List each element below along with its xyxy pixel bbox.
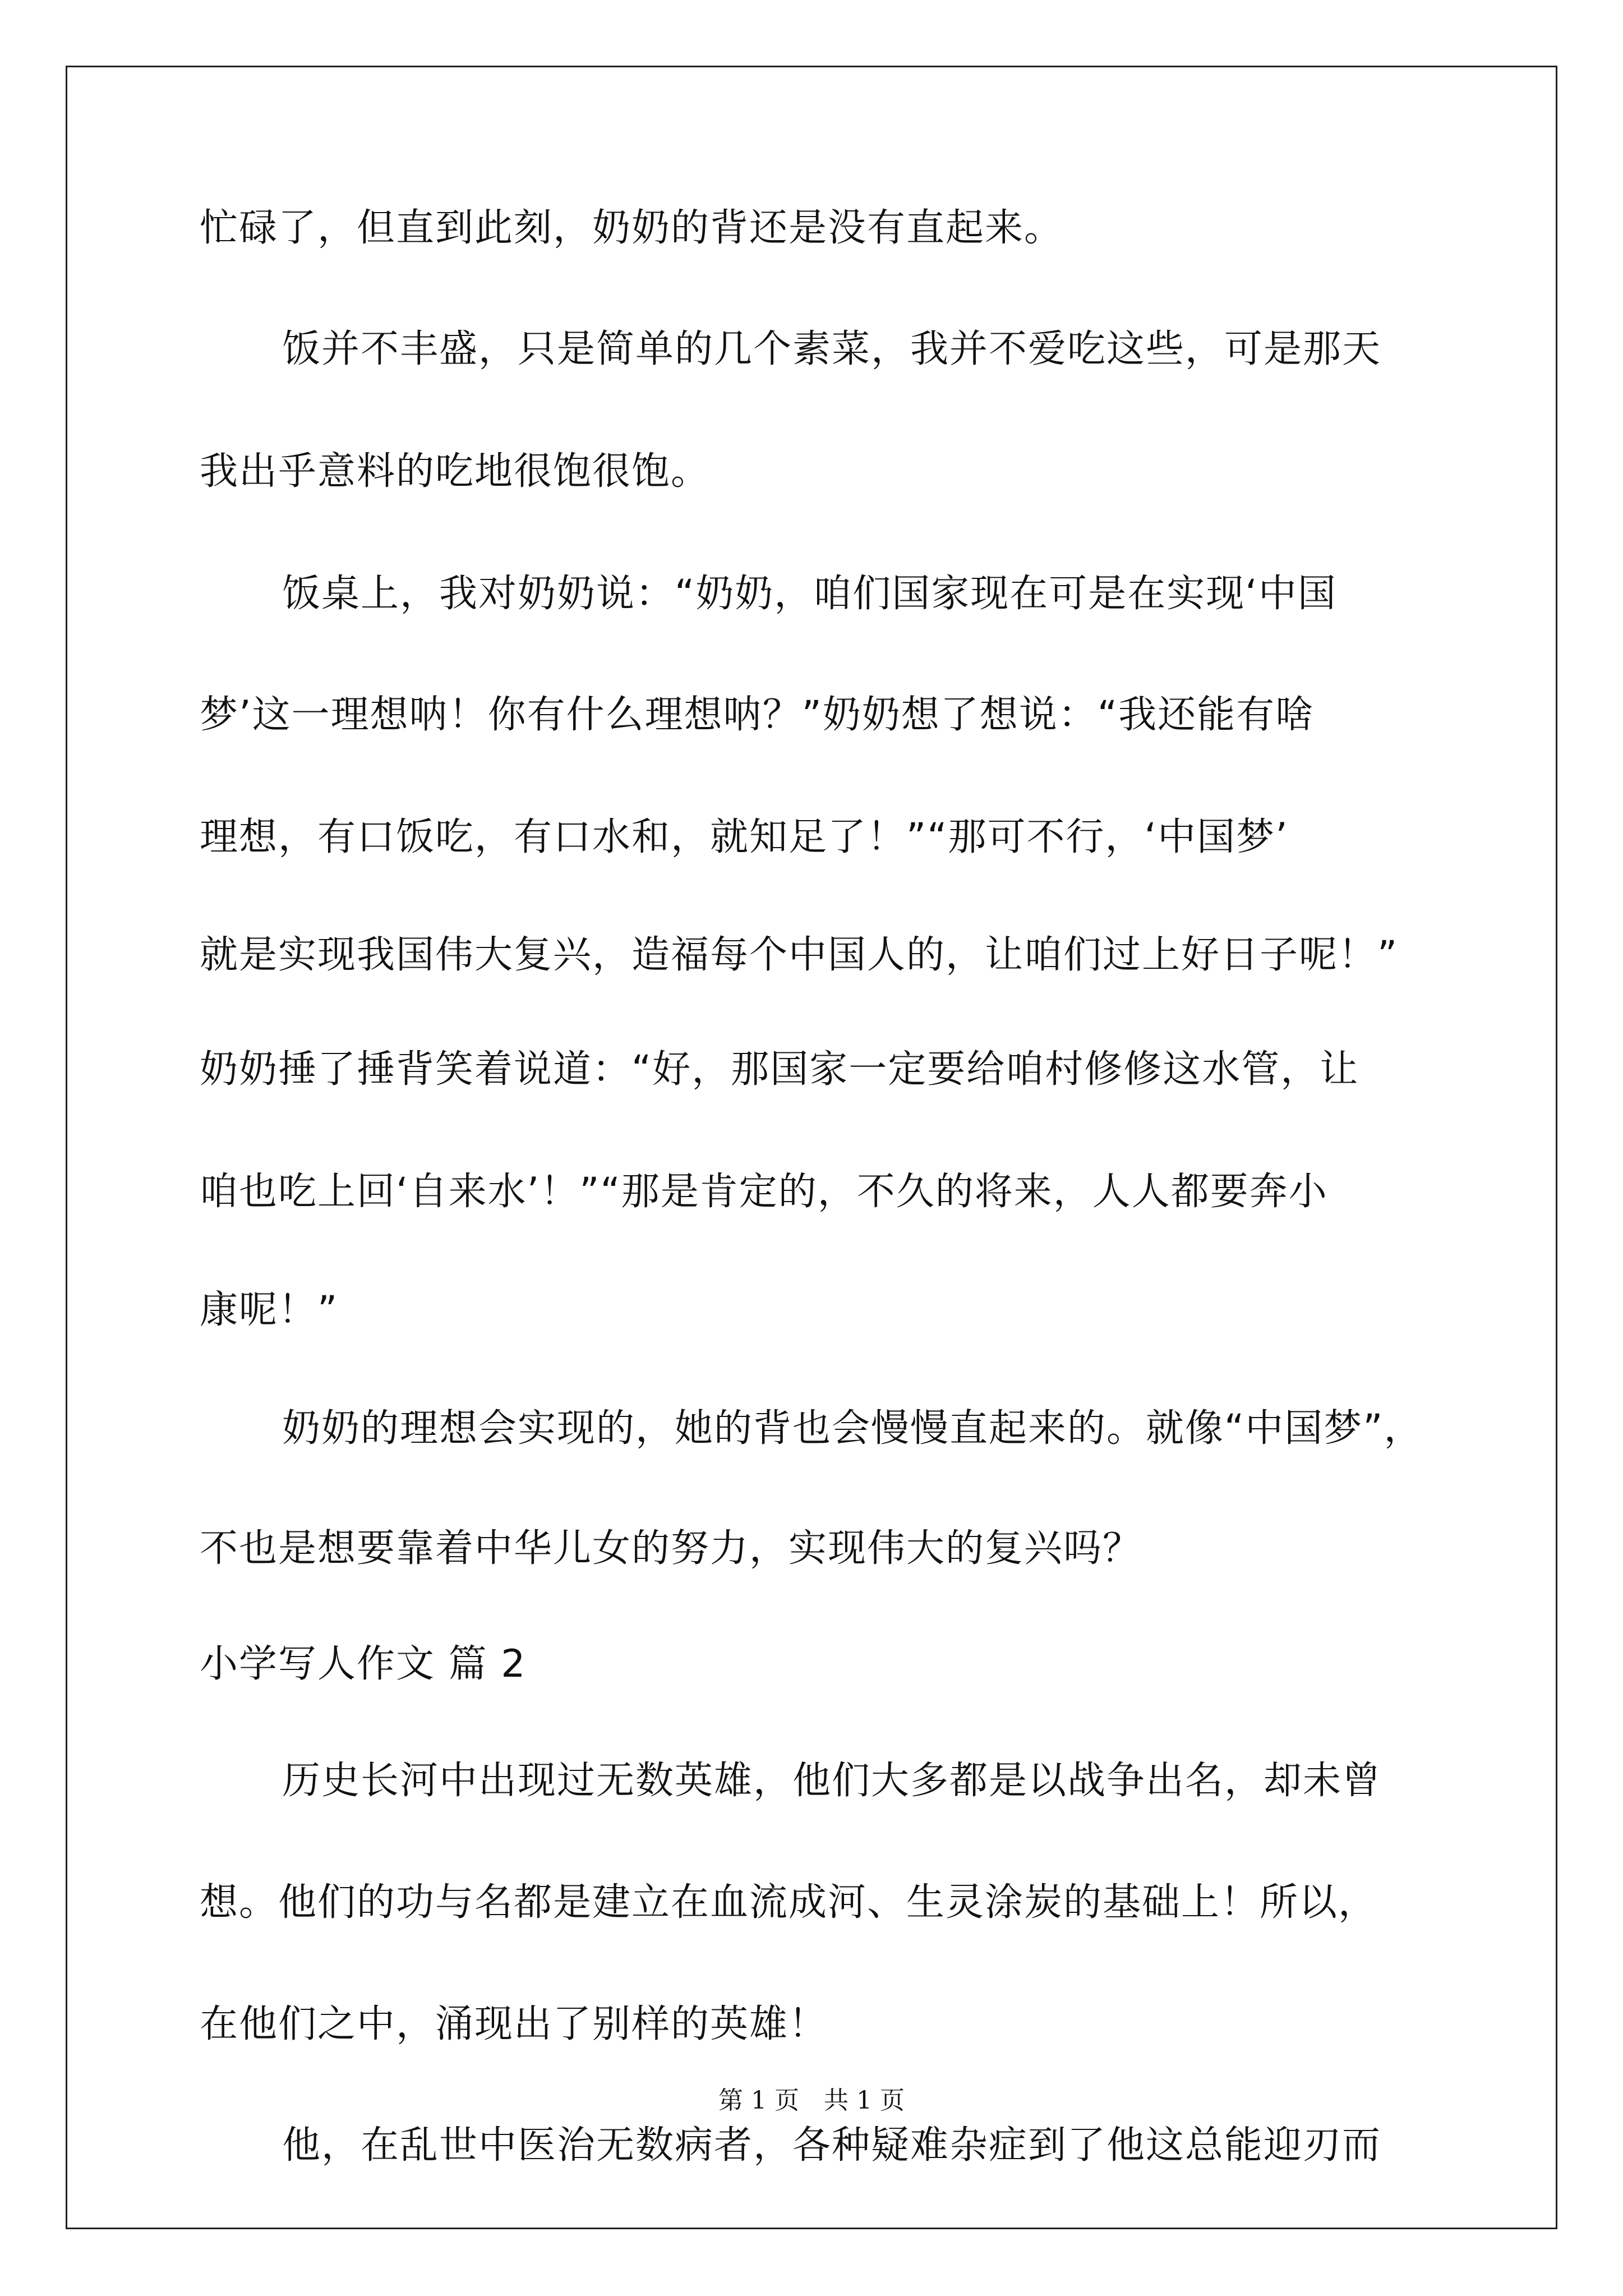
paragraph-line: 奶奶的理想会实现的，她的背也会慢慢直起来的。就像“中国梦”， bbox=[282, 1406, 1423, 1451]
paragraph-line: 想。他们的功与名都是建立在血流成河、生灵涂炭的基础上！所以， bbox=[200, 1880, 1378, 1925]
paragraph-line: 我出乎意料的吃地很饱很饱。 bbox=[200, 449, 711, 494]
paragraph-line: 饭桌上，我对奶奶说：“奶奶，咱们国家现在可是在实现‘中国 bbox=[282, 572, 1337, 616]
paragraph-line: 梦’这一理想呐！你有什么理想呐？”奶奶想了想说：“我还能有啥 bbox=[200, 693, 1315, 737]
paragraph-line: 忙碌了，但直到此刻，奶奶的背还是没有直起来。 bbox=[200, 206, 1064, 250]
paragraph-line: 奶奶捶了捶背笑着说道：“好，那国家一定要给咱村修修这水管，让 bbox=[200, 1047, 1359, 1092]
paragraph-line: 咱也吃上回‘自来水’！”“那是肯定的，不久的将来，人人都要奔小 bbox=[200, 1170, 1328, 1214]
page-number-footer: 第 1 页 共 1 页 bbox=[718, 2086, 905, 2115]
section-heading: 小学写人作文 篇 2 bbox=[200, 1642, 527, 1686]
paragraph-line: 他，在乱世中医治无数病者，各种疑难杂症到了他这总能迎刃而 bbox=[282, 2123, 1382, 2168]
paragraph-line: 不也是想要靠着中华儿女的努力，实现伟大的复兴吗？ bbox=[200, 1526, 1142, 1571]
paragraph-line: 在他们之中，涌现出了别样的英雄！ bbox=[200, 2002, 828, 2046]
paragraph-line: 历史长河中出现过无数英雄，他们大多都是以战争出名，却未曾 bbox=[282, 1759, 1382, 1803]
paragraph-line: 康呢！” bbox=[200, 1288, 339, 1332]
paragraph-line: 理想，有口饭吃，有口水和，就知足了！”“那可不行，‘中国梦’ bbox=[200, 815, 1289, 859]
paragraph-line: 饭并不丰盛，只是简单的几个素菜，我并不爱吃这些，可是那天 bbox=[282, 327, 1382, 371]
paragraph-line: 就是实现我国伟大复兴，造福每个中国人的，让咱们过上好日子呢！” bbox=[200, 933, 1399, 977]
